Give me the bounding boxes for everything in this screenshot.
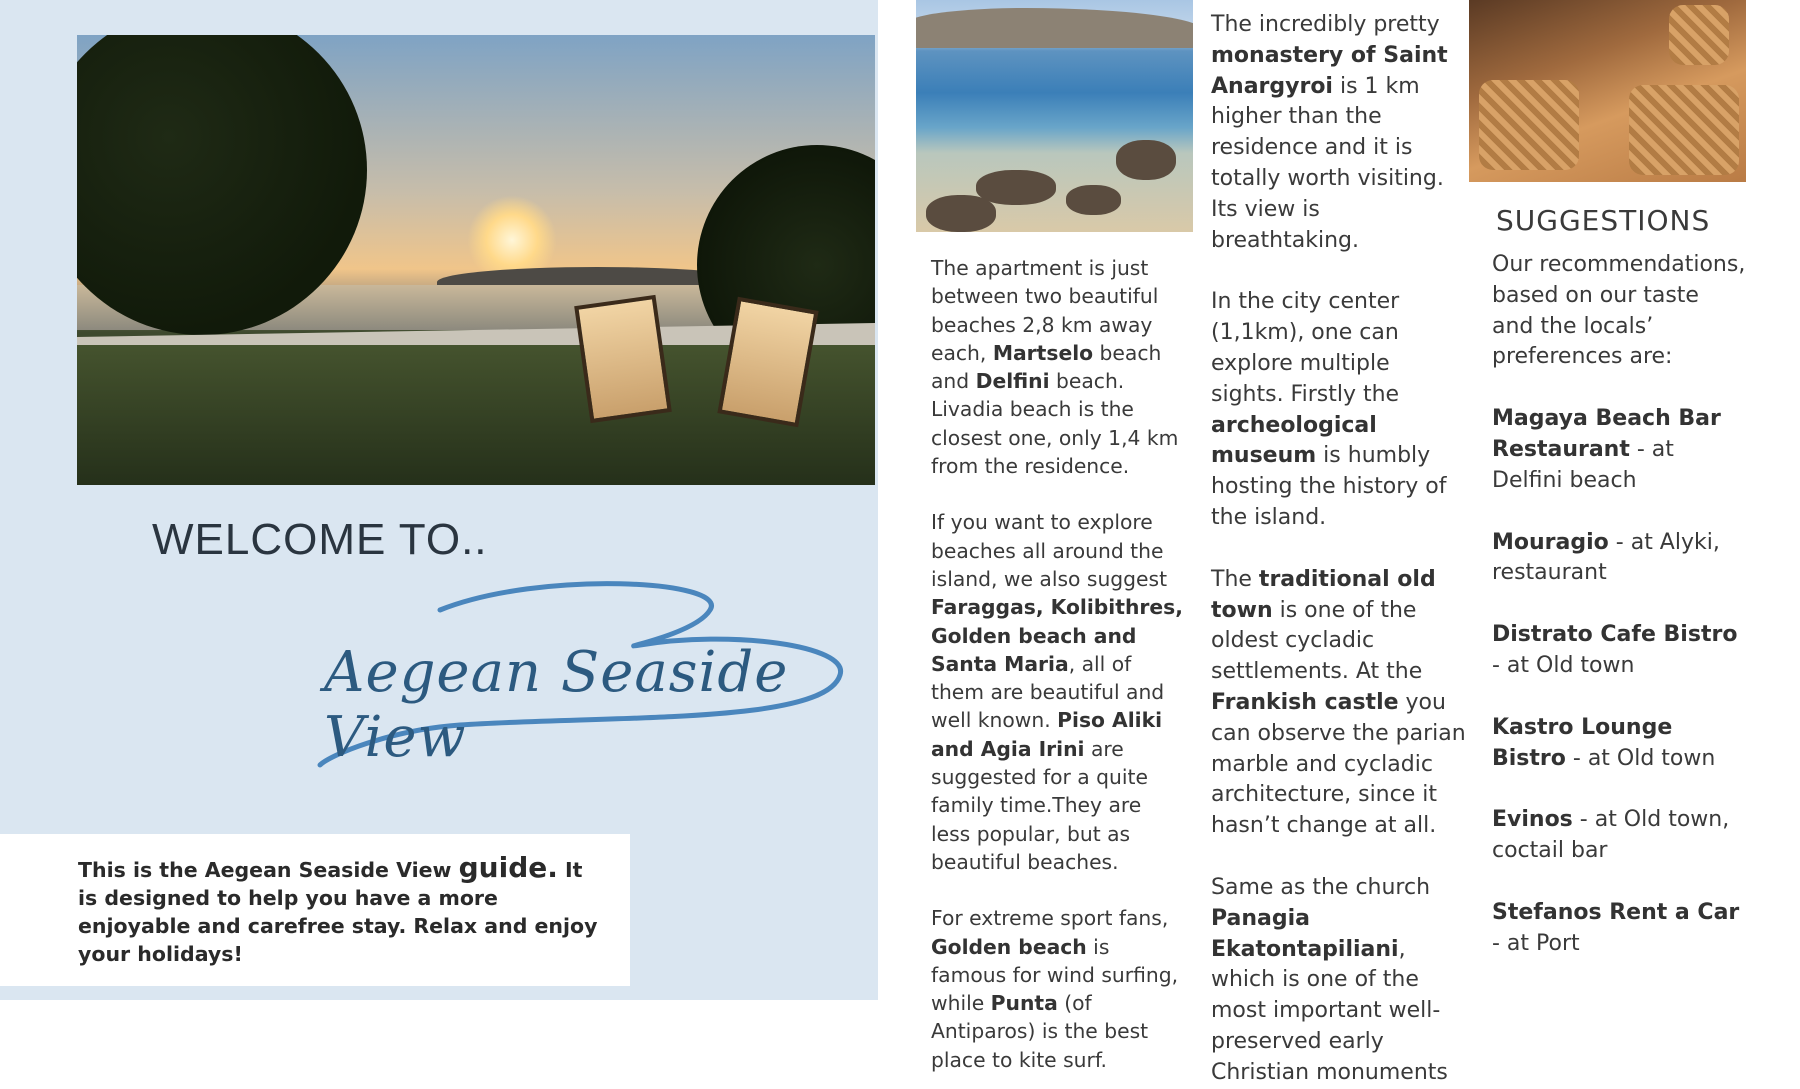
column-sights [1211, 10, 1466, 1089]
suggestion-item [1492, 713, 1747, 775]
mountains [916, 8, 1193, 48]
cafe-photo [1469, 0, 1746, 182]
welcome-heading: WELCOME TO.. [152, 515, 488, 564]
intro-text: This is the Aegean Seaside View guide. It is designed to help you have a more enjoyable and carefree stay. Relax and enjoy your holidays! [78, 851, 598, 966]
suggestions-heading: SUGGESTIONS [1496, 204, 1711, 237]
suggestion-name: Stefanos Rent a Car [1492, 899, 1740, 925]
wicker-seat [1629, 85, 1739, 175]
suggestion-detail: - at Old town [1565, 745, 1716, 771]
suggestion-item [1492, 805, 1747, 867]
paragraph: The traditional old town is one of the oldest cycladic settlements. At the Frankish castle you can observe the parian marble and cycladic architecture, since it hasn’t change at all. [1211, 566, 1466, 839]
paragraph: For extreme sport fans, Golden beach is famous for wind surfing, while Punta (of Antiparos) is the best place to kite surf. [931, 906, 1179, 1072]
suggestion-detail: - at Alyki, restaurant [1492, 529, 1720, 586]
wicker-seat [1669, 5, 1729, 65]
rock [1066, 185, 1121, 215]
intro-box [0, 834, 630, 986]
suggestion-item [1492, 620, 1747, 682]
wicker-seat [1479, 80, 1579, 170]
suggestion-name: Magaya Beach Bar Restaurant [1492, 406, 1721, 462]
suggestion-item [1492, 898, 1747, 960]
paragraph: The apartment is just between two beautiful beaches 2,8 km away each, Martselo beach and Delfini beach. Livadia beach is the closest one, only 1,4 km from the residence. [931, 256, 1179, 479]
suggestion-detail: - at Old town, coctail bar [1492, 807, 1730, 864]
deck-chair-left [574, 295, 672, 423]
suggestion-name: Mouragio [1492, 529, 1609, 555]
paragraph: Same as the church Panagia Ekatontapiliani, which is one of the most important well-preserved early Christian monuments [1211, 874, 1448, 1085]
paragraph: In the city center (1,1km), one can explore multiple sights. Firstly the archeological museum is humbly hosting the history of the island. [1211, 289, 1447, 530]
left-panel [0, 0, 878, 1000]
column-suggestions [1492, 250, 1747, 960]
paragraph: The incredibly pretty monastery of Saint Anargyroi is 1 km higher than the residence and it is totally worth visiting. Its view is breathtaking. [1211, 12, 1448, 253]
suggestion-list [1492, 404, 1747, 959]
suggestions-intro: Our recommendations, based on our taste and the locals’ preferences are: [1492, 252, 1746, 370]
suggestion-item [1492, 404, 1747, 496]
suggestion-detail: - at Old town [1492, 652, 1635, 678]
column-beaches [931, 254, 1186, 1074]
sunset-terrace-photo [77, 35, 875, 485]
guide-title: Aegean Seaside View [324, 640, 789, 770]
rock [926, 195, 996, 232]
suggestion-detail: - at Delfini beach [1492, 436, 1674, 493]
suggestion-name: Distrato Cafe Bistro [1492, 622, 1738, 648]
rock [1116, 140, 1176, 180]
beach-photo [916, 0, 1193, 232]
suggestion-name: Evinos [1492, 807, 1573, 833]
paragraph: If you want to explore beaches all around the island, we also suggest Faraggas, Kolibithres, Golden beach and Santa Maria, all of them are beautiful and well known. Piso Aliki and Agia Irini are suggested for a quite family time.They are less popular, but as beautiful beaches. [931, 510, 1183, 874]
suggestion-detail: - at Port [1492, 930, 1580, 956]
suggestion-name: Kastro Lounge Bistro [1492, 714, 1673, 771]
suggestion-item [1492, 528, 1747, 590]
